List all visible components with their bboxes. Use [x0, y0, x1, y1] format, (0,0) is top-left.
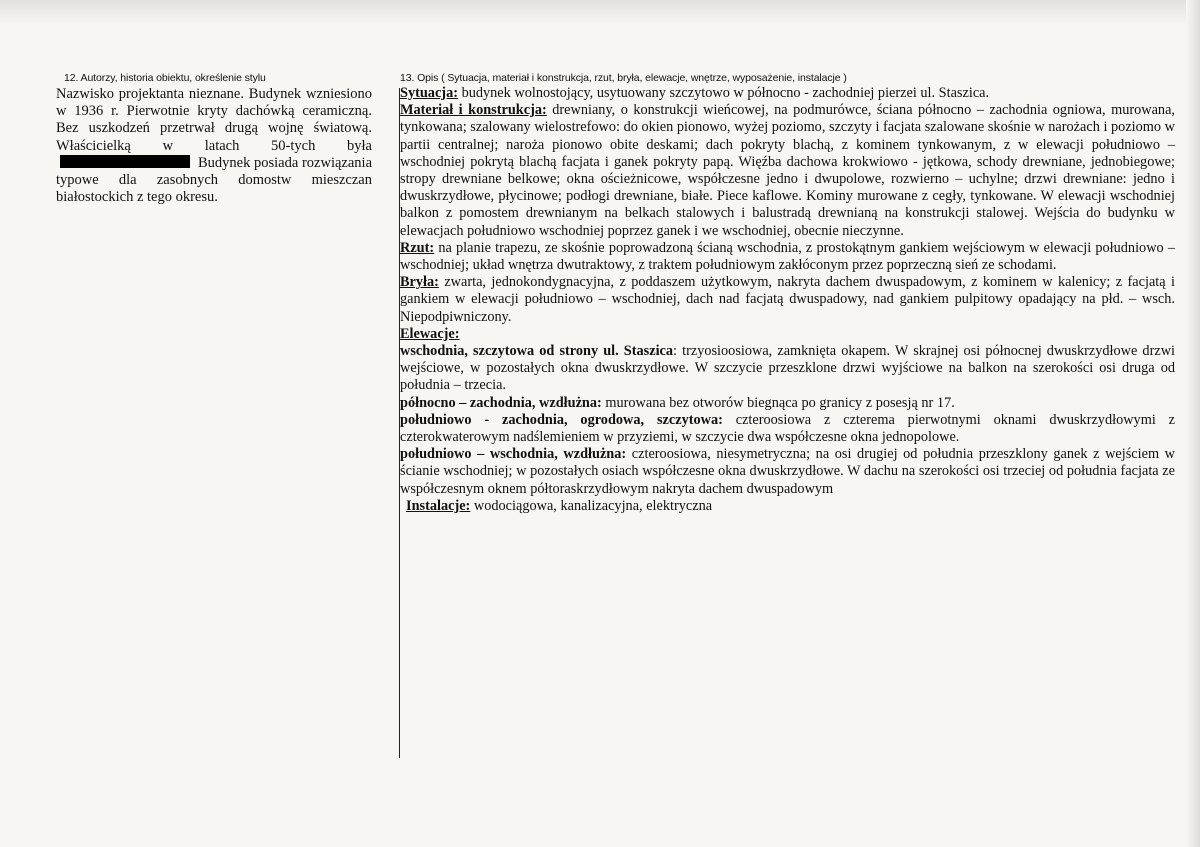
rzut-text: na planie trapezu, ze skośnie poprowadzoną ścianą wschodnia, z prostokątnym gankiem wejściowym w elewacji południowo – wschodniej; układ wnętrza dwutraktowy, z traktem południowym zakłóconym przez poprzeczną sień ze schodami. — [400, 239, 1175, 274]
bryla-text: zwarta, jednokondygnacyjna, z poddaszem użytkowym, nakryta dachem dwuspadowym, z kominem w kalenicy; z facjatą i gankiem w elewacji południowo – wschodniej, dach nad facjatą dwuspadowy, nad gankiem pulpitowy opadający na płd. – wsch. Niepodpiwniczony. — [400, 274, 1175, 325]
bryla-label: Bryła: — [400, 274, 439, 291]
elewacja-text: czteroosiowa, niesymetryczna; na osi drugiej od południa przeszklony ganek z wejściem w ścianie wschodniej; w pozostałych osiach współczesne okna dwuskrzydłowe. W dachu na szerokości osi trzeciej od południa facjata ze współczesnym oknem półtoraskrzydłowym nakryta dachem dwuspadowym — [400, 446, 1175, 497]
history-text: Nazwisko projektanta nieznane. Budynek wzniesiono w 1936 r. Pierwotnie kryty dachówką ceramiczną. Bez uszkodzeń przetrwał drugą wojnę światową. Właścicielką w latach 50-tych była — [56, 86, 372, 154]
elewacja-name: południowo - zachodnia, ogrodowa, szczytowa: — [400, 411, 723, 428]
elewacja-item — [400, 446, 1175, 498]
elewacje-label: Elewacje: — [400, 325, 460, 342]
elewacja-text: murowana bez otworów biegnąca po granicy z posesją nr 17. — [605, 394, 955, 411]
section-13 — [400, 72, 1175, 515]
elewacja-text: czteroosiowa z czterema pierwotnymi oknami dwuskrzydłowymi z czterokwaterowym nadślemieniem w przyziemi, w szczycie dwa współczesne okna jednopolowe. — [400, 411, 1175, 446]
elewacja-name: północno – zachodnia, wzdłużna: — [400, 394, 602, 411]
elewacja-item — [400, 343, 1175, 395]
instalacje-paragraph — [400, 498, 1175, 515]
rzut-paragraph — [400, 240, 1175, 274]
material-paragraph — [400, 102, 1175, 240]
bryla-paragraph — [400, 274, 1175, 326]
sytuacja-label: Sytuacja: — [400, 85, 458, 101]
section-13-body — [400, 85, 1175, 515]
sytuacja-paragraph — [400, 85, 1175, 102]
history-text-continued: Budynek posiada rozwiązania typowe dla zasobnych domostw mieszczan białostockich z tego okresu. — [56, 154, 372, 206]
elewacja-name: południowo – wschodnia, wzdłużna: — [400, 446, 627, 463]
section-13-header: 13. Opis ( Sytuacja, materiał i konstrukcja, rzut, bryła, elewacje, wnętrze, wyposażenie, instalacje ) — [400, 72, 847, 84]
section-12-header: 12. Autorzy, historia obiektu, określenie stylu — [64, 72, 266, 84]
material-label: Materiał i konstrukcja: — [400, 102, 547, 119]
scan-shadow-right — [1186, 0, 1200, 847]
elewacja-name: wschodnia, szczytowa od strony ul. Staszica — [400, 343, 674, 360]
elewacje-heading — [400, 326, 1175, 343]
sytuacja-text: budynek wolnostojący, usytuowany szczytowo w północno - zachodniej pierzei ul. Staszica. — [461, 85, 990, 101]
redaction-box — [60, 155, 190, 168]
material-text: drewniany, o konstrukcji wieńcowej, na podmurówce, ściana północno – zachodnia ogniowa, murowana, tynkowana; szalowany wielostrefowo: do okien pionowo, wyżej poziomo, szczyty i facjata szalowane skośnie w narożach i poziomo w partii centralnej; naroża pionowo obite deskami; dach pokryty blachą, z kominem tynkowanym, z w elewacji południowo – wschodniej pokrytą blachą facjata i ganek pokryty papą. Więźba dachowa krokwiowo - jętkowa, schody drewniane, jednobiegowe; stropy drewniane belkowe; okna ościeżnicowe, współczesne jedno i dwupolowe, rozwierno – uchylne; drzwi drewniane: jedno i dwuskrzydłowe, płycinowe; podłogi drewniane, białe. Piece kaflowe. Kominy murowane z cegły, tynkowane. W elewacji wschodniej balkon z pomostem drewnianym na belkach stalowych i balustradą drewnianą na konstrukcji stalowej. Wejścia do budynku w elewacjach południowo wschodniej poprzez ganek i we wschodniej, obecnie nieczynne. — [400, 102, 1175, 239]
elewacja-text: : trzyosioosiowa, zamknięta okapem. W skrajnej osi północnej dwuskrzydłowe drzwi wejściowe, w pozostałych okna dwuskrzydłowe. W szczycie przeszklone drzwi wyjściowe na balkon na szerokości osi druga od południa – trzecia. — [400, 343, 1175, 394]
section-12-body — [56, 86, 372, 206]
elewacja-item — [400, 412, 1175, 446]
instalacje-text: wodociągowa, kanalizacyjna, elektryczna — [473, 497, 713, 514]
scan-shadow-top — [0, 0, 1200, 26]
instalacje-label: Instalacje: — [406, 497, 471, 514]
rzut-label: Rzut: — [400, 239, 435, 256]
section-12 — [56, 72, 372, 206]
elewacja-item — [400, 395, 1175, 412]
